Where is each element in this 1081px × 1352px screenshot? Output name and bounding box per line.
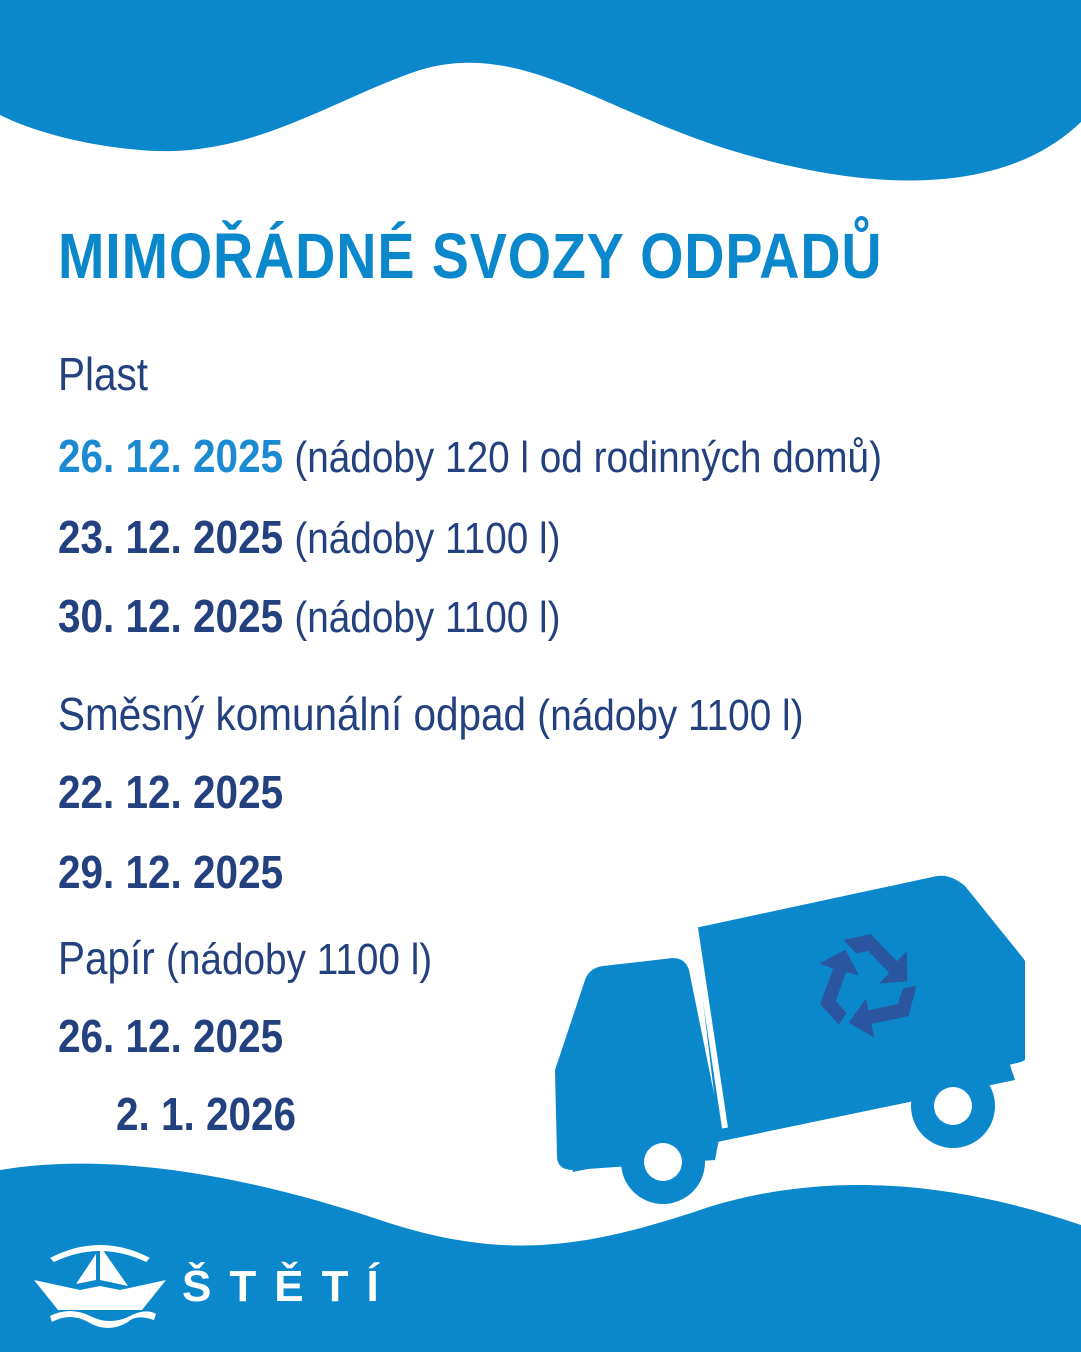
garbage-truck-recycle-icon bbox=[545, 870, 1025, 1210]
section-mixed-waste-heading bbox=[58, 682, 803, 748]
section-plast-heading: Plast bbox=[58, 348, 148, 400]
list-item bbox=[58, 760, 283, 824]
container-note: (nádoby 120 l od rodinných domů) bbox=[294, 433, 882, 482]
list-item bbox=[116, 1082, 296, 1146]
date-label: 2. 1. 2026 bbox=[116, 1088, 297, 1140]
list-item bbox=[58, 424, 882, 490]
logo-text: ŠTĚTÍ bbox=[182, 1262, 397, 1311]
page-title: MIMOŘÁDNÉ SVOZY ODPADŮ bbox=[58, 220, 883, 292]
list-item bbox=[58, 505, 561, 571]
list-item bbox=[58, 584, 561, 650]
date-label: 23. 12. 2025 bbox=[58, 511, 284, 563]
date-label: 26. 12. 2025 bbox=[58, 1010, 284, 1062]
top-wave-banner bbox=[0, 0, 1081, 200]
container-note: (nádoby 1100 l) bbox=[294, 514, 561, 563]
container-note: (nádoby 1100 l) bbox=[537, 691, 804, 740]
date-label: 26. 12. 2025 bbox=[58, 430, 284, 482]
date-label: 29. 12. 2025 bbox=[58, 846, 284, 898]
container-note: (nádoby 1100 l) bbox=[294, 593, 561, 642]
paper-boat-icon bbox=[30, 1240, 170, 1330]
list-item bbox=[58, 1004, 283, 1068]
list-item bbox=[58, 840, 283, 904]
date-label: 30. 12. 2025 bbox=[58, 590, 284, 642]
section-name: Směsný komunální odpad bbox=[58, 688, 527, 740]
section-name: Papír bbox=[58, 932, 155, 984]
date-label: 22. 12. 2025 bbox=[58, 766, 284, 818]
container-note: (nádoby 1100 l) bbox=[166, 935, 433, 984]
section-paper-heading bbox=[58, 926, 432, 992]
